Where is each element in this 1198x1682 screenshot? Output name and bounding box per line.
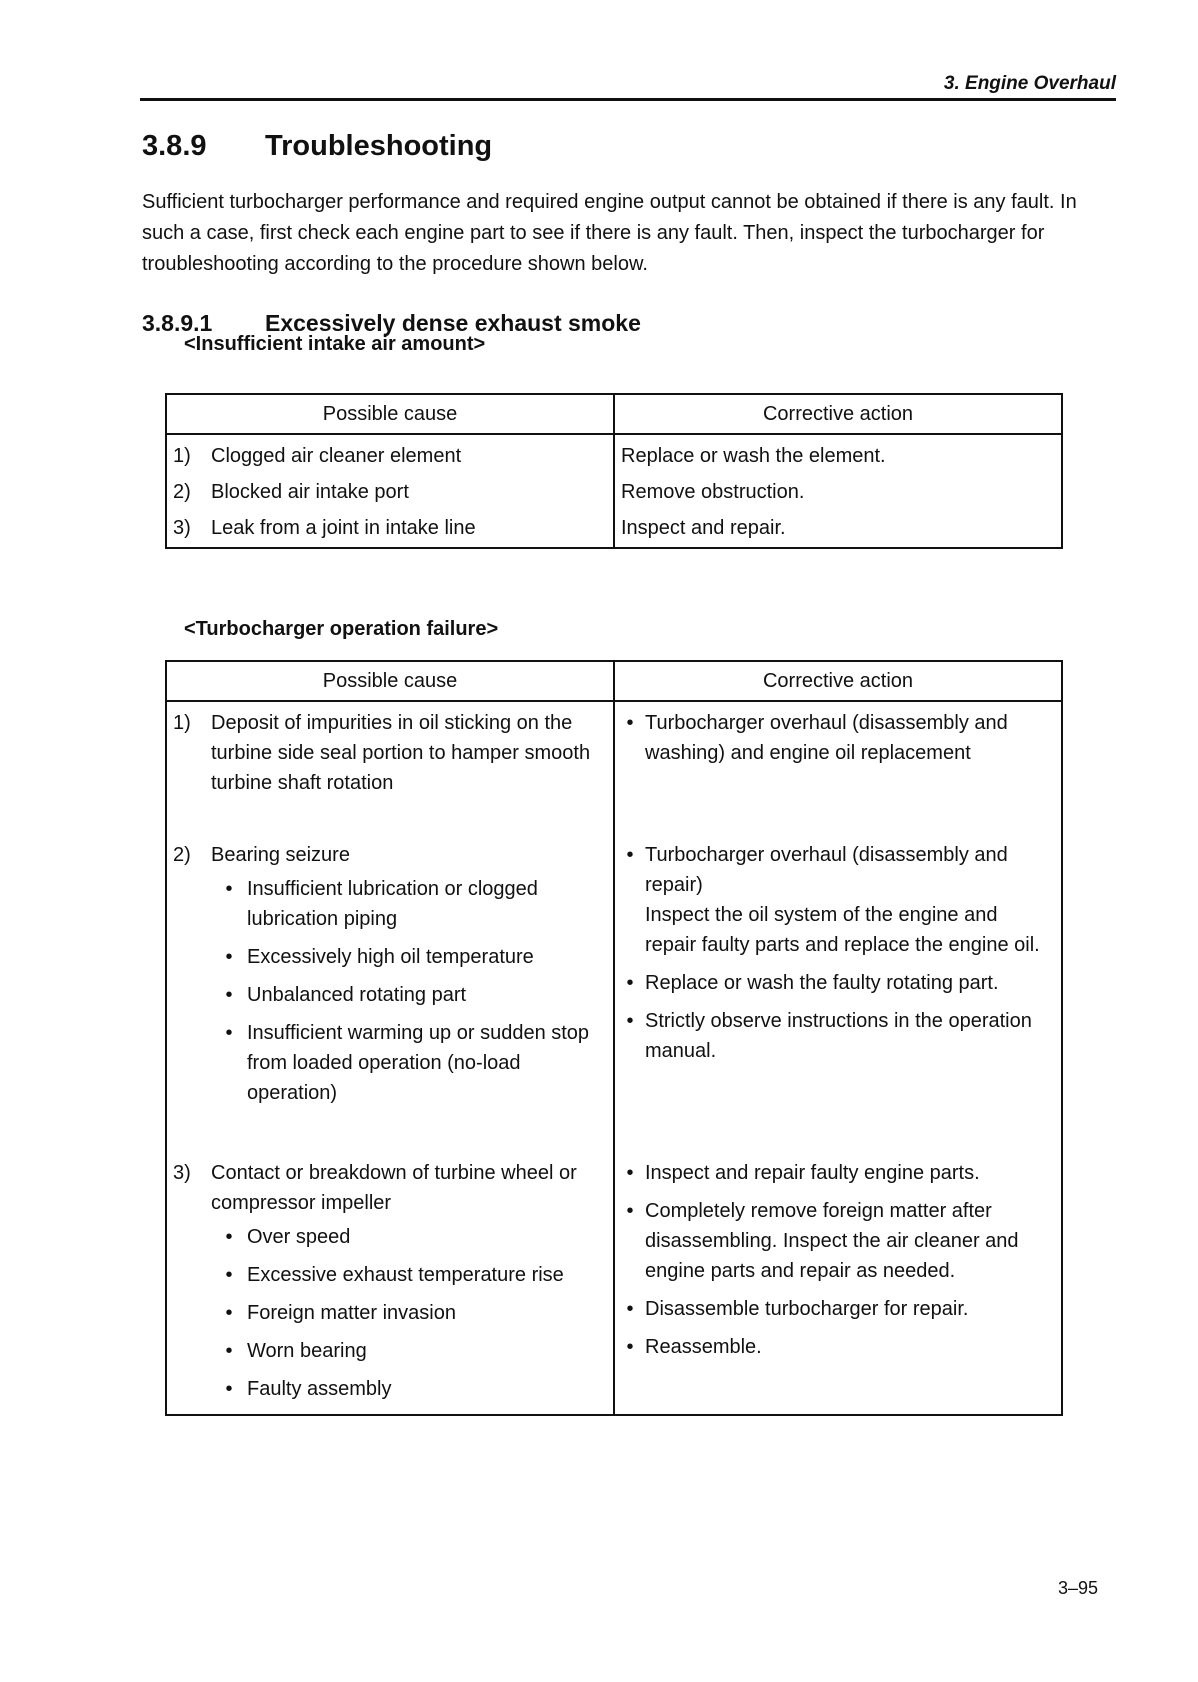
bullet-icon: • <box>225 984 233 1006</box>
page-number: 3–95 <box>1057 1578 1098 1598</box>
sub-cause-text: Insufficient warming up or sudden stop from loaded operation (no-load operation) <box>247 1022 590 1104</box>
section-title-text: Troubleshooting <box>265 130 493 162</box>
list-item <box>211 874 613 934</box>
action-text: Disassemble turbocharger for repair. <box>645 1298 969 1320</box>
action-list <box>615 708 1061 768</box>
bullet-icon: • <box>225 1302 233 1324</box>
col-header-cause: Possible cause <box>166 394 614 434</box>
cause-text: Clogged air cleaner element <box>211 445 462 467</box>
section-number: 3.8.9 <box>142 130 207 162</box>
col-header-cause: Possible cause <box>166 661 614 701</box>
row-number: 2) <box>173 844 191 866</box>
list-item <box>211 1018 613 1108</box>
action-text: Replace or wash the faulty rotating part. <box>645 972 999 994</box>
header-rule <box>140 98 1116 101</box>
row-number: 2) <box>173 481 191 503</box>
action-text: Strictly observe instructions in the operation manual. <box>645 1010 1032 1062</box>
list-item <box>615 1006 1061 1066</box>
row-number: 3) <box>173 517 191 539</box>
cause-text: Contact or breakdown of turbine wheel or compressor impeller <box>211 1162 577 1214</box>
intro-paragraph: Sufficient turbocharger performance and required engine output cannot be obtained if there is any fault. In such a case, first check each engine part to see if there is any fault. Then, inspect the turbocharger for troubleshooting according to the procedure shown below. <box>142 191 1077 275</box>
list-item <box>615 1332 1061 1362</box>
list-item <box>615 968 1061 998</box>
intake-air-table <box>165 393 1063 549</box>
table1-heading: <Insufficient intake air amount> <box>184 333 486 355</box>
action-text: Inspect and repair faulty engine parts. <box>645 1162 980 1184</box>
col-header-action: Corrective action <box>614 661 1062 701</box>
table-row <box>166 828 1062 1146</box>
bullet-icon: • <box>225 1378 233 1400</box>
bullet-icon: • <box>225 1264 233 1286</box>
action-text: Inspect and repair. <box>621 517 786 539</box>
table2-heading: <Turbocharger operation failure> <box>184 618 499 640</box>
table-row <box>166 471 1062 507</box>
subsection-title-text: Excessively dense exhaust smoke <box>265 310 641 336</box>
action-text: Completely remove foreign matter after disassembling. Inspect the air cleaner and engine parts and repair as needed. <box>645 1200 1019 1282</box>
cause-text: Bearing seizure <box>211 844 350 866</box>
sub-cause-text: Excessively high oil temperature <box>247 946 534 968</box>
row-number: 1) <box>173 712 191 734</box>
row-number: 1) <box>173 445 191 467</box>
action-text: Turbocharger overhaul (disassembly and washing) and engine oil replacement <box>645 712 1008 764</box>
col-header-action: Corrective action <box>614 394 1062 434</box>
section-title <box>142 130 492 163</box>
bullet-icon: • <box>626 972 634 994</box>
list-item <box>615 1158 1061 1188</box>
row-number: 3) <box>173 1162 191 1184</box>
list-item <box>211 942 613 972</box>
list-item <box>615 1196 1061 1286</box>
cause-text: Deposit of impurities in oil sticking on the turbine side seal portion to hamper smooth turbine shaft rotation <box>211 712 591 794</box>
sub-cause-text: Over speed <box>247 1226 351 1248</box>
action-text: Reassemble. <box>645 1336 762 1358</box>
bullet-icon: • <box>626 1162 634 1184</box>
action-text: Remove obstruction. <box>621 481 805 503</box>
sub-cause-text: Faulty assembly <box>247 1378 392 1400</box>
table-row <box>166 701 1062 828</box>
sub-cause-text: Insufficient lubrication or clogged lubrication piping <box>247 878 538 930</box>
subsection-number: 3.8.9.1 <box>142 310 213 336</box>
list-item <box>211 1336 613 1366</box>
list-item <box>211 1260 613 1290</box>
list-item <box>211 1298 613 1328</box>
cause-text: Leak from a joint in intake line <box>211 517 476 539</box>
bullet-icon: • <box>225 878 233 900</box>
sub-cause-list <box>211 1222 613 1404</box>
bullet-icon: • <box>626 712 634 734</box>
action-list <box>615 1158 1061 1362</box>
bullet-icon: • <box>225 946 233 968</box>
sub-cause-text: Foreign matter invasion <box>247 1302 456 1324</box>
bullet-icon: • <box>225 1022 233 1044</box>
sub-cause-text: Worn bearing <box>247 1340 367 1362</box>
action-list <box>615 840 1061 1066</box>
list-item <box>615 1294 1061 1324</box>
action-text: Turbocharger overhaul (disassembly and repair) Inspect the oil system of the engine and repair faulty parts and replace the engine oil. <box>645 844 1040 956</box>
turbocharger-failure-table <box>165 660 1063 1416</box>
list-item <box>211 1374 613 1404</box>
table-row <box>166 1146 1062 1415</box>
bullet-icon: • <box>626 844 634 866</box>
table-row <box>166 434 1062 471</box>
bullet-icon: • <box>626 1010 634 1032</box>
list-item <box>615 840 1061 960</box>
bullet-icon: • <box>225 1226 233 1248</box>
chapter-header: 3. Engine Overhaul <box>943 73 1116 94</box>
list-item <box>615 708 1061 768</box>
list-item <box>211 980 613 1010</box>
sub-cause-text: Excessive exhaust temperature rise <box>247 1264 564 1286</box>
bullet-icon: • <box>225 1340 233 1362</box>
sub-cause-list <box>211 874 613 1108</box>
bullet-icon: • <box>626 1336 634 1358</box>
bullet-icon: • <box>626 1298 634 1320</box>
sub-cause-text: Unbalanced rotating part <box>247 984 467 1006</box>
list-item <box>211 1222 613 1252</box>
cause-text: Blocked air intake port <box>211 481 409 503</box>
action-text: Replace or wash the element. <box>621 445 886 467</box>
bullet-icon: • <box>626 1200 634 1222</box>
table-row <box>166 507 1062 548</box>
